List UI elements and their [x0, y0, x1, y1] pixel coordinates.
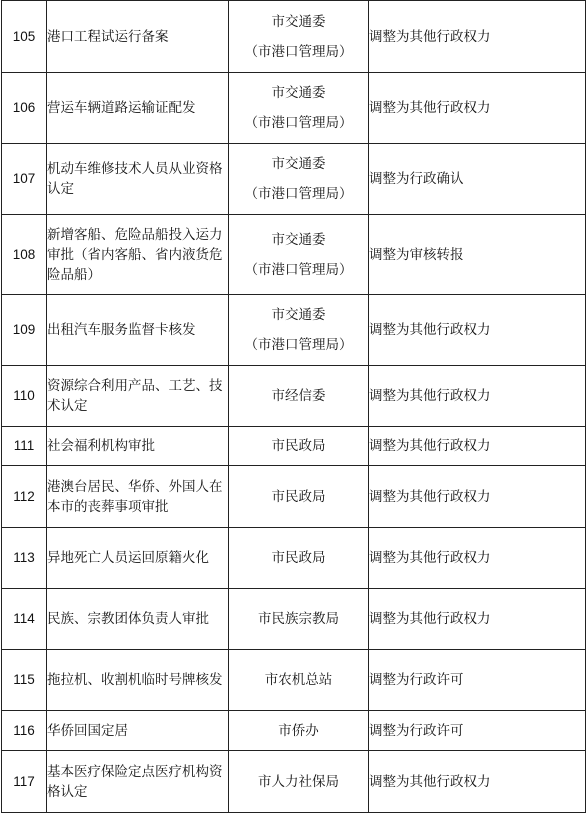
adjustment-action: 调整为审核转报	[369, 215, 586, 295]
item-name: 资源综合利用产品、工艺、技术认定	[47, 366, 229, 427]
adjustment-action: 调整为行政许可	[369, 650, 586, 711]
row-number: 106	[2, 73, 47, 144]
department-name: 市民族宗教局	[258, 611, 339, 627]
table-row	[2, 751, 586, 813]
department-cell	[229, 215, 369, 295]
department-subname: （市港口管理局）	[244, 43, 353, 60]
department-cell	[229, 466, 369, 528]
adjustment-action: 调整为其他行政权力	[369, 751, 586, 813]
item-name: 港口工程试运行备案	[47, 1, 229, 73]
item-name: 新增客船、危险品船投入运力审批（省内客船、省内液货危险品船）	[47, 215, 229, 295]
row-number: 112	[2, 466, 47, 528]
row-number: 115	[2, 650, 47, 711]
department-name: 市交通委	[271, 85, 326, 101]
department-name: 市侨办	[278, 722, 319, 739]
table-row	[2, 711, 586, 751]
department-cell	[229, 366, 369, 427]
row-number: 111	[2, 427, 47, 466]
row-number: 114	[2, 589, 47, 650]
table-row	[2, 528, 586, 589]
row-number: 117	[2, 751, 47, 813]
adjustment-action: 调整为其他行政权力	[369, 73, 586, 144]
item-name: 营运车辆道路运输证配发	[47, 73, 229, 144]
department-name: 市交通委	[271, 13, 326, 30]
department-name: 市人力社保局	[258, 773, 339, 790]
item-name: 机动车维修技术人员从业资格认定	[47, 144, 229, 215]
department-cell	[229, 751, 369, 813]
table-row	[2, 215, 586, 295]
department-cell	[229, 295, 369, 366]
adjustment-action: 调整为行政确认	[369, 144, 586, 215]
item-name: 港澳台居民、华侨、外国人在本市的丧葬事项审批	[47, 466, 229, 528]
department-cell	[229, 427, 369, 466]
adjustment-action: 调整为其他行政权力	[369, 589, 586, 650]
table-row	[2, 366, 586, 427]
department-name: 市交通委	[271, 307, 326, 323]
row-number: 113	[2, 528, 47, 589]
adjustment-action: 调整为其他行政权力	[369, 1, 586, 73]
department-cell	[229, 144, 369, 215]
department-subname: （市港口管理局）	[244, 115, 353, 131]
adjustment-action: 调整为其他行政权力	[369, 366, 586, 427]
department-subname: （市港口管理局）	[244, 261, 353, 278]
table-row	[2, 1, 586, 73]
row-number: 107	[2, 144, 47, 215]
table-row	[2, 295, 586, 366]
item-name: 拖拉机、收割机临时号牌核发	[47, 650, 229, 711]
department-cell	[229, 711, 369, 751]
row-number: 105	[2, 1, 47, 73]
department-name: 市交通委	[271, 156, 326, 172]
department-cell	[229, 73, 369, 144]
department-name: 市交通委	[271, 231, 326, 248]
adjustment-action: 调整为其他行政权力	[369, 427, 586, 466]
item-name: 华侨回国定居	[47, 711, 229, 751]
table-row	[2, 144, 586, 215]
row-number: 109	[2, 295, 47, 366]
table-row	[2, 589, 586, 650]
table-row	[2, 427, 586, 466]
item-name: 异地死亡人员运回原籍火化	[47, 528, 229, 589]
table-row	[2, 466, 586, 528]
department-name: 市民政局	[271, 488, 326, 505]
item-name: 社会福利机构审批	[47, 427, 229, 466]
department-cell	[229, 1, 369, 73]
department-name: 市民政局	[271, 438, 326, 454]
adjustment-action: 调整为其他行政权力	[369, 466, 586, 528]
item-name: 基本医疗保险定点医疗机构资格认定	[47, 751, 229, 813]
adjustment-action: 调整为其他行政权力	[369, 295, 586, 366]
adjustment-action: 调整为行政许可	[369, 711, 586, 751]
department-cell	[229, 589, 369, 650]
item-name: 民族、宗教团体负责人审批	[47, 589, 229, 650]
department-subname: （市港口管理局）	[244, 186, 353, 202]
adjustment-action: 调整为其他行政权力	[369, 528, 586, 589]
department-subname: （市港口管理局）	[244, 337, 353, 353]
row-number: 110	[2, 366, 47, 427]
department-cell	[229, 528, 369, 589]
department-cell	[229, 650, 369, 711]
department-name: 市民政局	[271, 550, 326, 566]
table-row	[2, 73, 586, 144]
table-row	[2, 650, 586, 711]
item-name: 出租汽车服务监督卡核发	[47, 295, 229, 366]
row-number: 116	[2, 711, 47, 751]
adjustment-table	[1, 0, 586, 813]
department-name: 市农机总站	[264, 672, 333, 688]
row-number: 108	[2, 215, 47, 295]
department-name: 市经信委	[271, 388, 326, 404]
